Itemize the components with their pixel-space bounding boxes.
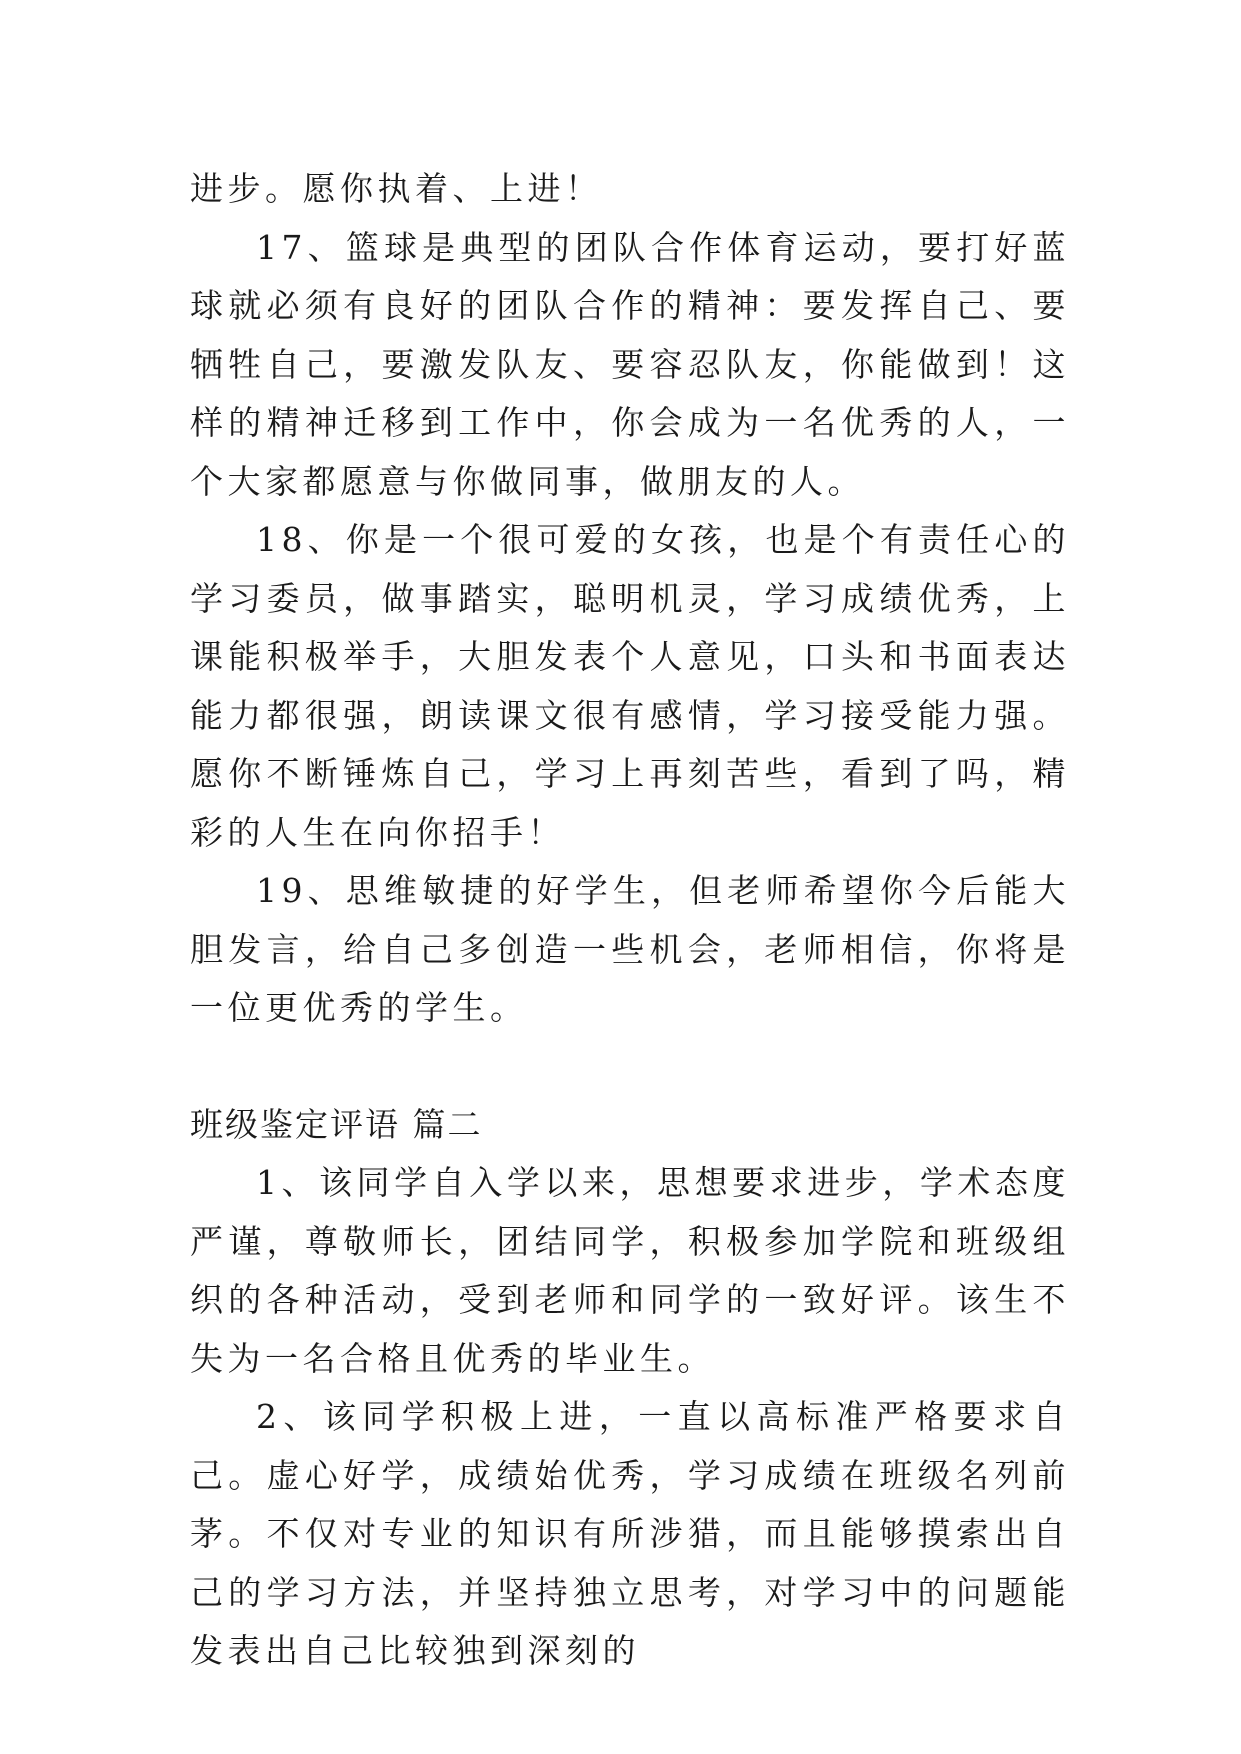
paragraph-17: 17、篮球是典型的团队合作体育运动，要打好蓝球就必须有良好的团队合作的精神：要发挥自己、要牺牲自己，要激发队友、要容忍队友，你能做到！这样的精神迁移到工作中，你会成为一名优秀的人，一个大家都愿意与你做同事，做朋友的人。 (190, 227, 1070, 501)
paragraph-19: 19、思维敏捷的好学生，但老师希望你今后能大胆发言，给自己多创造一些机会，老师相信，你将是一位更优秀的学生。 (190, 871, 1070, 1027)
paragraph-section2-1: 1、该同学自入学以来，思想要求进步，学术态度严谨，尊敬师长，团结同学，积极参加学院和班级组织的各种活动，受到老师和同学的一致好评。该生不失为一名合格且优秀的毕业生。 (190, 1163, 1070, 1378)
paragraph-continued: 进步。愿你执着、上进！ (190, 169, 603, 208)
paragraph-18: 18、你是一个很可爱的女孩，也是个有责任心的学习委员，做事踏实，聪明机灵，学习成绩优秀，上课能积极举手，大胆发表个人意见，口头和书面表达能力都很强，朗读课文很有感情，学习接受能力强。愿你不断锤炼自己，学习上再刻苦些，看到了吗，精彩的人生在向你招手！ (190, 520, 1070, 852)
document-body (190, 160, 1070, 1681)
section-heading: 班级鉴定评语 篇二 (190, 1104, 483, 1144)
paragraph-section2-2: 2、该同学积极上进，一直以高标准严格要求自己。虚心好学，成绩始优秀，学习成绩在班级名列前茅。不仅对专业的知识有所涉猎，而且能够摸索出自己的学习方法，并坚持独立思考，对学习中的问题能发表出自己比较独到深刻的 (190, 1397, 1070, 1670)
